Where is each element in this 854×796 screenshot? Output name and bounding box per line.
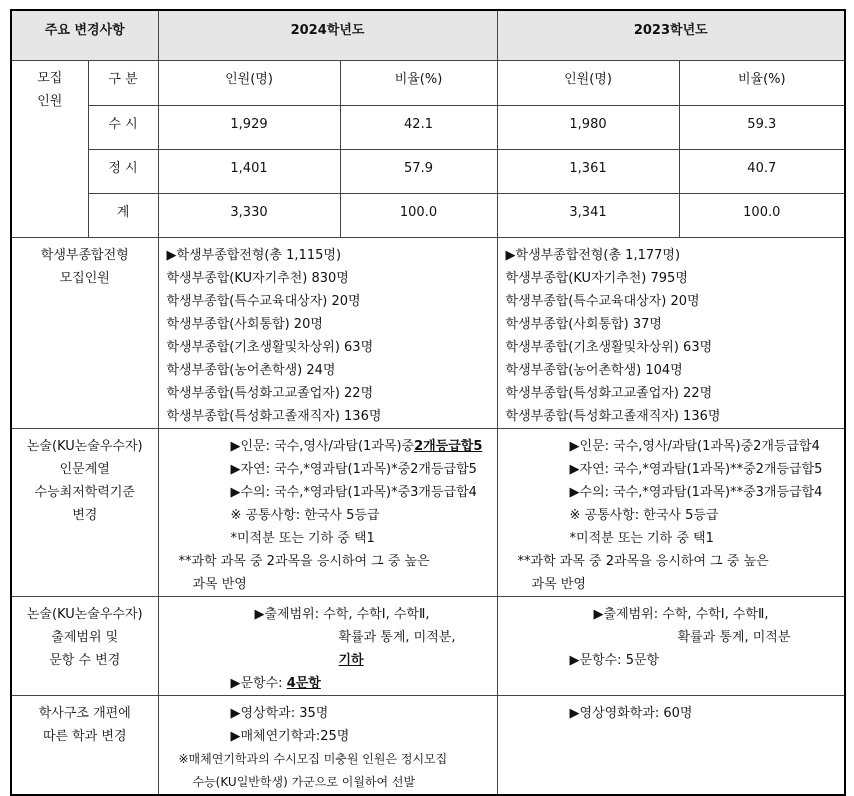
list-item: 학생부종합(기초생활및차상위) 63명 [166,339,374,355]
col-count-2023: 인원(명) [497,60,679,105]
list-item: ▶학생부종합전형(총 1,115명) [166,247,342,263]
scope-line-1: ▶출제범위: 수학, 수학Ⅰ, 수학Ⅱ, [593,606,769,622]
humanities-bold: 2개등급합5 [414,438,483,454]
recruit-label [11,60,88,237]
student-record-label [11,237,158,428]
cell-count-2024: 1,401 [158,149,340,193]
dept-line-2: ▶매체연기학과:25명 [230,728,350,744]
recruit-sub-header: 구 분 [88,60,158,105]
essay-scope-2024 [158,596,497,695]
dept-2023 [497,695,845,795]
essay-min-label-1: 논술(KU논술우수자) [26,438,143,454]
essay-min-label-2: 인문계열 [59,461,110,477]
list-item: 학생부종합(특수교육대상자) 20명 [505,293,700,309]
essay-min-label [11,428,158,596]
essay-min-label-3: 수능최저학력기준 [34,484,135,500]
dept-2024 [158,695,497,795]
essay-scope-label-3: 문항 수 변경 [49,652,121,668]
humanities-line [159,435,497,458]
dept-note-1: ※매체연기학과의 수시모집 미충원 인원은 정시모집 [178,751,448,766]
recruit-label-line2: 인원 [37,93,63,109]
list-item: 학생부종합(기초생활및차상위) 63명 [505,339,713,355]
cell-count-2023: 1,980 [497,105,679,149]
count-line: ▶문항수: 5문항 [569,652,660,668]
list-item: 학생부종합(사회통합) 20명 [166,316,323,332]
student-record-2023 [497,237,845,428]
math-line: ▶수의: 국수,*영과탐(1과목)**중3개등급합4 [569,484,823,500]
cell-ratio-2024: 57.9 [340,149,497,193]
col-count-2024: 인원(명) [158,60,340,105]
list-item: 학생부종합(농어촌학생) 104명 [505,362,683,378]
science-line-2: 과목 반영 [192,576,247,592]
essay-min-2024 [158,428,497,596]
essay-scope-label-2: 출제범위 및 [51,629,119,645]
dept-label [11,695,158,795]
dept-line-1: ▶영상학과: 35명 [230,705,329,721]
scope-line-2: 확률과 통계, 미적분, [338,629,456,645]
recruit-label-line1: 모집 [37,70,63,86]
cell-count-2024: 1,929 [158,105,340,149]
scope-line-3 [159,649,497,672]
essay-min-label-4: 변경 [72,507,98,523]
science-line-1: **과학 과목 중 2과목을 응시하여 그 중 높은 [517,553,769,569]
list-item: 학생부종합(특성화고졸재직자) 136명 [505,408,721,424]
essay-scope-label-1: 논술(KU논술우수자) [26,606,143,622]
natural-line: ▶자연: 국수,*영과탐(1과목)**중2개등급합5 [569,461,823,477]
row-name: 수 시 [88,105,158,149]
cell-ratio-2023: 100.0 [679,193,845,237]
dept-note-2: 수능(KU일반학생) 가군으로 이월하여 선발 [192,774,416,789]
scope-line-1: ▶출제범위: 수학, 수학Ⅰ, 수학Ⅱ, [254,606,430,622]
essay-scope-2023 [497,596,845,695]
cell-ratio-2023: 59.3 [679,105,845,149]
list-item: 학생부종합(특성화고졸재직자) 136명 [166,408,382,424]
list-item: 학생부종합(KU자기추천) 795명 [505,270,688,286]
natural-line: ▶자연: 국수,*영과탐(1과목)*중2개등급합5 [230,461,477,477]
list-item: 학생부종합(사회통합) 37명 [505,316,662,332]
header-title-col: 주요 변경사항 [11,10,158,60]
essay-scope-label [11,596,158,695]
count-line [159,672,497,695]
humanities-prefix: ▶인문: 국수,영사/과탐(1과목)중 [230,438,415,454]
dept-label-2: 따른 학과 변경 [42,728,127,744]
cell-ratio-2023: 40.7 [679,149,845,193]
cell-ratio-2024: 42.1 [340,105,497,149]
cell-count-2023: 1,361 [497,149,679,193]
dept-line-1: ▶영상영화학과: 60명 [569,705,693,721]
calc-line: *미적분 또는 기하 중 택1 [230,530,375,546]
cell-count-2023: 3,341 [497,193,679,237]
list-item: 학생부종합(특성화고교졸업자) 22명 [166,385,374,401]
dept-label-1: 학사구조 개편에 [38,705,131,721]
row-name: 계 [88,193,158,237]
student-record-label-2: 모집인원 [59,270,110,286]
common-line: ※ 공통사항: 한국사 5등급 [230,507,380,523]
student-record-2024 [158,237,497,428]
header-2023: 2023학년도 [497,10,845,60]
list-item: 학생부종합(특수교육대상자) 20명 [166,293,361,309]
cell-count-2024: 3,330 [158,193,340,237]
col-ratio-2024: 비율(%) [340,60,497,105]
essay-min-2023 [497,428,845,596]
changes-table [10,9,846,796]
row-name: 정 시 [88,149,158,193]
math-line: ▶수의: 국수,*영과탐(1과목)*중3개등급합4 [230,484,477,500]
list-item: 학생부종합(특성화고교졸업자) 22명 [505,385,713,401]
col-ratio-2023: 비율(%) [679,60,845,105]
calc-line: *미적분 또는 기하 중 택1 [569,530,714,546]
scope-bold: 기하 [338,652,364,668]
student-record-label-1: 학생부종합전형 [40,247,129,263]
cell-ratio-2024: 100.0 [340,193,497,237]
count-prefix: ▶문항수: [230,675,287,691]
header-2024: 2024학년도 [158,10,497,60]
list-item: 학생부종합(농어촌학생) 24명 [166,362,336,378]
list-item: 학생부종합(KU자기추천) 830명 [166,270,349,286]
science-line-2: 과목 반영 [531,576,586,592]
count-bold: 4문항 [286,675,321,691]
humanities-line: ▶인문: 국수,영사/과탐(1과목)중2개등급합4 [569,438,820,454]
science-line-1: **과학 과목 중 2과목을 응시하여 그 중 높은 [178,553,430,569]
common-line: ※ 공통사항: 한국사 5등급 [569,507,719,523]
scope-line-2: 확률과 통계, 미적분 [677,629,791,645]
list-item: ▶학생부종합전형(총 1,177명) [505,247,681,263]
